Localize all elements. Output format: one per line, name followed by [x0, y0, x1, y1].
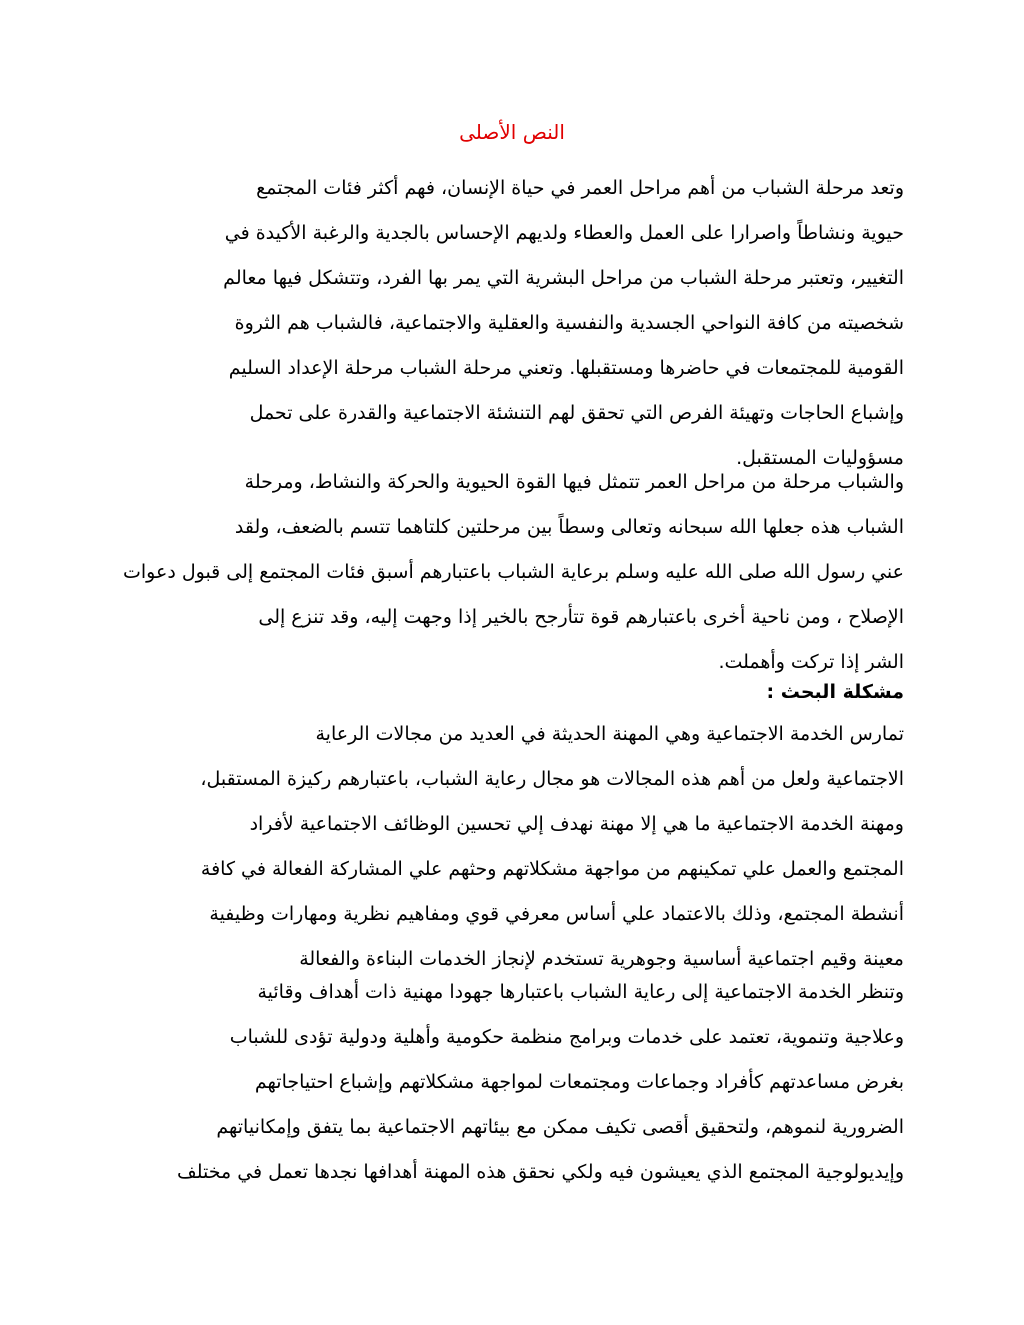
document-title: النص الأصلى — [459, 120, 565, 144]
paragraph-youth-stage — [104, 166, 904, 481]
paragraph-line: الإصلاح ، ومن ناحية أخرى باعتبارهم قوة تتأرجح بالخير إذا وجهت إليه، وقد تنزع إلى — [258, 606, 904, 628]
paragraph-line: شخصيته من كافة النواحي الجسدية والنفسية والعقلية والاجتماعية، فالشباب هم الثروة — [234, 312, 904, 334]
paragraph-line: تمارس الخدمة الاجتماعية وهي المهنة الحديثة في العديد من مجالات الرعاية — [315, 723, 904, 745]
paragraph-line: بغرض مساعدتهم كأفراد وجماعات ومجتمعات لمواجهة مشكلاتهم وإشباع احتياجاتهم — [254, 1071, 904, 1093]
paragraph-line: حيوية ونشاطاً واصرارا على العمل والعطاء ولديهم الإحساس بالجدية والرغبة الأكيدة في — [224, 222, 904, 244]
paragraph-line: مسؤوليات المستقبل. — [736, 447, 904, 469]
paragraph-line: المجتمع والعمل علي تمكينهم من مواجهة مشكلاتهم وحثهم علي المشاركة الفعالة في كافة — [200, 858, 904, 880]
paragraph-line: القومية للمجتمعات في حاضرها ومستقبلها. وتعني مرحلة الشباب مرحلة الإعداد السليم — [228, 357, 904, 379]
paragraph-line: أنشطة المجتمع، وذلك بالاعتماد علي أساس معرفي قوي ومفاهيم نظرية ومهارات وظيفية — [209, 903, 904, 925]
paragraph-line: وإيديولوجية المجتمع الذي يعيشون فيه ولكي نحقق هذه المهنة أهدافها نجدها تعمل في مختلف — [177, 1161, 904, 1183]
paragraph-line: عني رسول الله صلى الله عليه وسلم برعاية الشباب باعتبارهم أسبق فئات المجتمع إلى قبول دعوات — [123, 561, 904, 583]
paragraph-line: معينة وقيم اجتماعية أساسية وجوهرية تستخدم لإنجاز الخدمات البناءة والفعالة — [299, 948, 904, 970]
paragraph-youth-strength — [104, 460, 904, 685]
paragraph-line: وإشباع الحاجات وتهيئة الفرص التي تحقق لهم التنشئة الاجتماعية والقدرة على تحمل — [249, 402, 904, 424]
paragraph-line: وتنظر الخدمة الاجتماعية إلى رعاية الشباب باعتبارها جهودا مهنية ذات أهداف وقائية — [257, 981, 904, 1003]
paragraph-youth-care — [104, 970, 904, 1195]
paragraph-line: التغيير، وتعتبر مرحلة الشباب من مراحل البشرية التي يمر بها الفرد، وتتشكل فيها معالم — [223, 267, 904, 289]
paragraph-line: وتعد مرحلة الشباب من أهم مراحل العمر في حياة الإنسان، فهم أكثر فئات المجتمع — [256, 177, 904, 199]
paragraph-line: والشباب مرحلة من مراحل العمر تتمثل فيها القوة الحيوية والحركة والنشاط، ومرحلة — [244, 471, 904, 493]
paragraph-social-work — [104, 712, 904, 982]
paragraph-line: وعلاجية وتنموية، تعتمد على خدمات وبرامج منظمة حكومية وأهلية ودولية تؤدى للشباب — [229, 1026, 904, 1048]
paragraph-line: الاجتماعية ولعل من أهم هذه المجالات هو مجال رعاية الشباب، باعتبارهم ركيزة المستقبل، — [200, 768, 904, 790]
section-heading: مشكلة البحث : — [766, 681, 904, 703]
paragraph-line: الشر إذا تركت وأهملت. — [718, 651, 904, 673]
paragraph-line: ومهنة الخدمة الاجتماعية ما هي إلا مهنة نهدف إلي تحسين الوظائف الاجتماعية لأفراد — [249, 813, 904, 835]
paragraph-line: الشباب هذه جعلها الله سبحانه وتعالى وسطاً بين مرحلتين كلتاهما تتسم بالضعف، ولقد — [234, 516, 904, 538]
paragraph-line: الضرورية لنموهم، ولتحقيق أقصى تكيف ممكن مع بيئاتهم الاجتماعية بما يتفق وإمكانياتهم — [216, 1116, 904, 1138]
